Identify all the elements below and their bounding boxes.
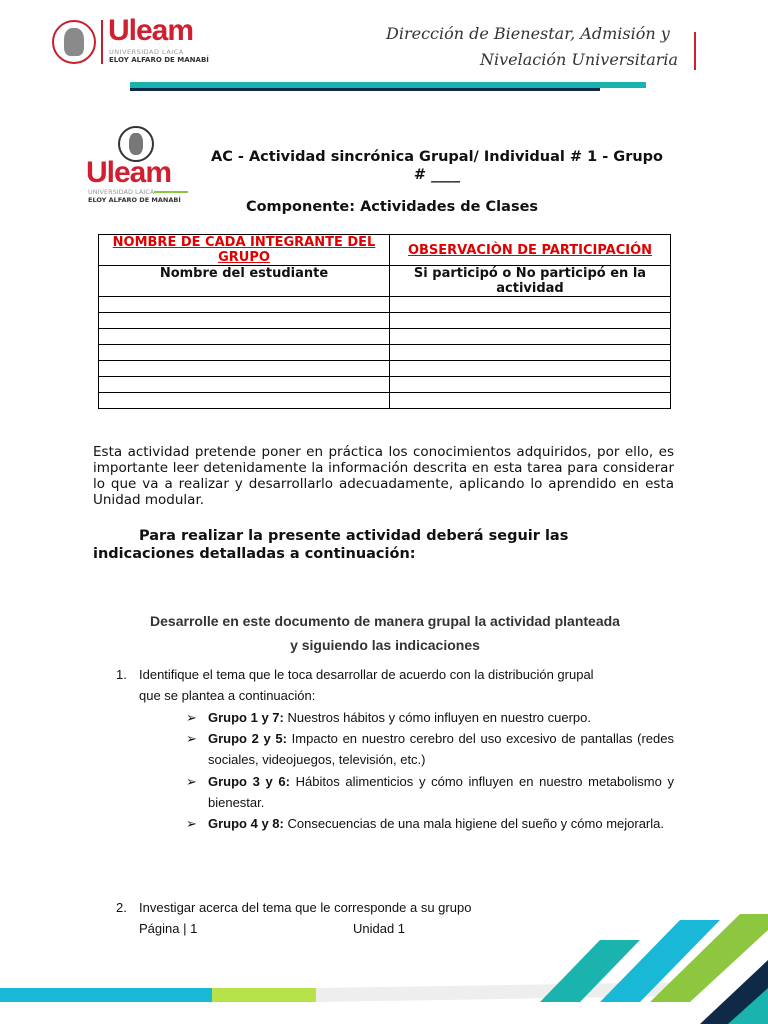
group-label: Grupo 4 y 8: bbox=[208, 816, 284, 831]
step-1-text bbox=[139, 664, 679, 706]
brand-name: Uleam bbox=[86, 156, 172, 189]
brand-subtitle: UNIVERSIDAD LAICA bbox=[109, 48, 184, 56]
student-name-cell[interactable] bbox=[99, 329, 390, 345]
department-line-2: Nivelación Universitaria bbox=[480, 50, 679, 69]
logo-divider bbox=[101, 20, 103, 64]
brand-subtitle: UNIVERSIDAD LAICA bbox=[88, 188, 155, 196]
title-line-2: # ____ bbox=[413, 167, 461, 183]
unit-label: Unidad 1 bbox=[353, 921, 406, 936]
intro-paragraph: Esta actividad pretende poner en práctica los conocimientos adquiridos, por ello, es importante leer detenidamente la información descrita en esta tarea para considerar lo que va a realizar y desarrollarlo adecuadamente, aplicando lo aprendido en esta Unidad modular. bbox=[93, 444, 674, 508]
group-topic: Hábitos alimenticios y cómo influyen en nuestro metabolismo y bienestar. bbox=[208, 774, 674, 810]
group-label: Grupo 3 y 6: bbox=[208, 774, 290, 789]
participation-cell[interactable] bbox=[390, 345, 671, 361]
step-2-text: Investigar acerca del tema que le corresponde a su grupo bbox=[139, 900, 472, 915]
participation-table bbox=[98, 234, 671, 409]
group-topic: Consecuencias de una mala higiene del sueño y cómo mejorarla. bbox=[287, 816, 664, 831]
component-heading: Componente: Actividades de Clases bbox=[245, 199, 539, 215]
student-name-cell[interactable] bbox=[99, 313, 390, 329]
footer-green-bar bbox=[212, 988, 316, 1002]
table-row bbox=[99, 297, 671, 313]
arrow-bullet-icon: ➢ bbox=[186, 710, 197, 725]
instructions-heading-text: Para realizar la presente actividad deberá seguir las indicaciones detalladas a continuación: bbox=[93, 528, 569, 562]
brand-subtitle-2: ELOY ALFARO DE MANABÍ bbox=[88, 196, 181, 204]
logo-green-line bbox=[154, 191, 188, 193]
department-line-1: Dirección de Bienestar, Admisión y bbox=[386, 24, 670, 43]
arrow-bullet-icon: ➢ bbox=[186, 731, 197, 746]
table-header-row bbox=[99, 235, 671, 266]
step-1-line-1: Identifique el tema que le toca desarrollar de acuerdo con la distribución grupal bbox=[139, 667, 594, 682]
footer-cyan-bar bbox=[0, 988, 212, 1002]
student-name-cell[interactable] bbox=[99, 345, 390, 361]
step-1-line-2: que se plantea a continuación: bbox=[139, 688, 316, 703]
footer-decoration bbox=[0, 900, 768, 1024]
task-heading bbox=[90, 609, 680, 657]
step-number: 1. bbox=[116, 667, 127, 682]
student-name-cell[interactable] bbox=[99, 361, 390, 377]
participation-cell[interactable] bbox=[390, 313, 671, 329]
participation-cell[interactable] bbox=[390, 329, 671, 345]
student-name-cell[interactable] bbox=[99, 393, 390, 409]
university-seal-icon bbox=[52, 20, 96, 64]
table-row bbox=[99, 345, 671, 361]
arrow-bullet-icon: ➢ bbox=[186, 774, 197, 789]
group-topic: Impacto en nuestro cerebro del uso excesivo de pantallas (redes sociales, videojuegos, televisión, etc.) bbox=[208, 731, 674, 767]
subheader-participation: Si participó o No participó en la actividad bbox=[390, 266, 671, 297]
group-label: Grupo 1 y 7: bbox=[208, 710, 284, 725]
table-row bbox=[99, 329, 671, 345]
subheader-student-name: Nombre del estudiante bbox=[99, 266, 390, 297]
instructions-heading bbox=[93, 527, 674, 563]
table-row bbox=[99, 377, 671, 393]
brand-name: Uleam bbox=[108, 14, 194, 47]
table-row bbox=[99, 313, 671, 329]
brand-subtitle-2: ELOY ALFARO DE MANABÍ bbox=[109, 56, 209, 64]
header-observation-column: OBSERVACIÒN DE PARTICIPACIÓN bbox=[390, 235, 671, 266]
group-topic: Nuestros hábitos y cómo influyen en nuestro cuerpo. bbox=[287, 710, 591, 725]
title-line-1: AC - Actividad sincrónica Grupal/ Individual # 1 - Grupo bbox=[210, 149, 664, 165]
header-accent-bar bbox=[694, 32, 696, 70]
table-row bbox=[99, 393, 671, 409]
table-subheader-row bbox=[99, 266, 671, 297]
task-heading-line-1: Desarrolle en este documento de manera grupal la actividad planteada bbox=[150, 613, 620, 629]
uleam-logo-document bbox=[86, 126, 196, 206]
page-number: Página | 1 bbox=[139, 921, 198, 936]
student-name-cell[interactable] bbox=[99, 377, 390, 393]
step-number: 2. bbox=[116, 900, 127, 915]
group-label: Grupo 2 y 5: bbox=[208, 731, 287, 746]
list-item bbox=[208, 771, 674, 813]
header-navy-line bbox=[130, 88, 600, 91]
uleam-logo bbox=[52, 14, 212, 68]
list-item bbox=[208, 813, 674, 834]
table-row bbox=[99, 361, 671, 377]
student-name-cell[interactable] bbox=[99, 297, 390, 313]
participation-cell[interactable] bbox=[390, 393, 671, 409]
task-heading-line-2: y siguiendo las indicaciones bbox=[290, 637, 480, 653]
document-title bbox=[192, 148, 682, 184]
arrow-bullet-icon: ➢ bbox=[186, 816, 197, 831]
participation-cell[interactable] bbox=[390, 377, 671, 393]
header-name-column: NOMBRE DE CADA INTEGRANTE DEL GRUPO bbox=[99, 235, 390, 266]
participation-cell[interactable] bbox=[390, 361, 671, 377]
list-item bbox=[208, 728, 674, 770]
list-item bbox=[208, 707, 674, 728]
participation-cell[interactable] bbox=[390, 297, 671, 313]
